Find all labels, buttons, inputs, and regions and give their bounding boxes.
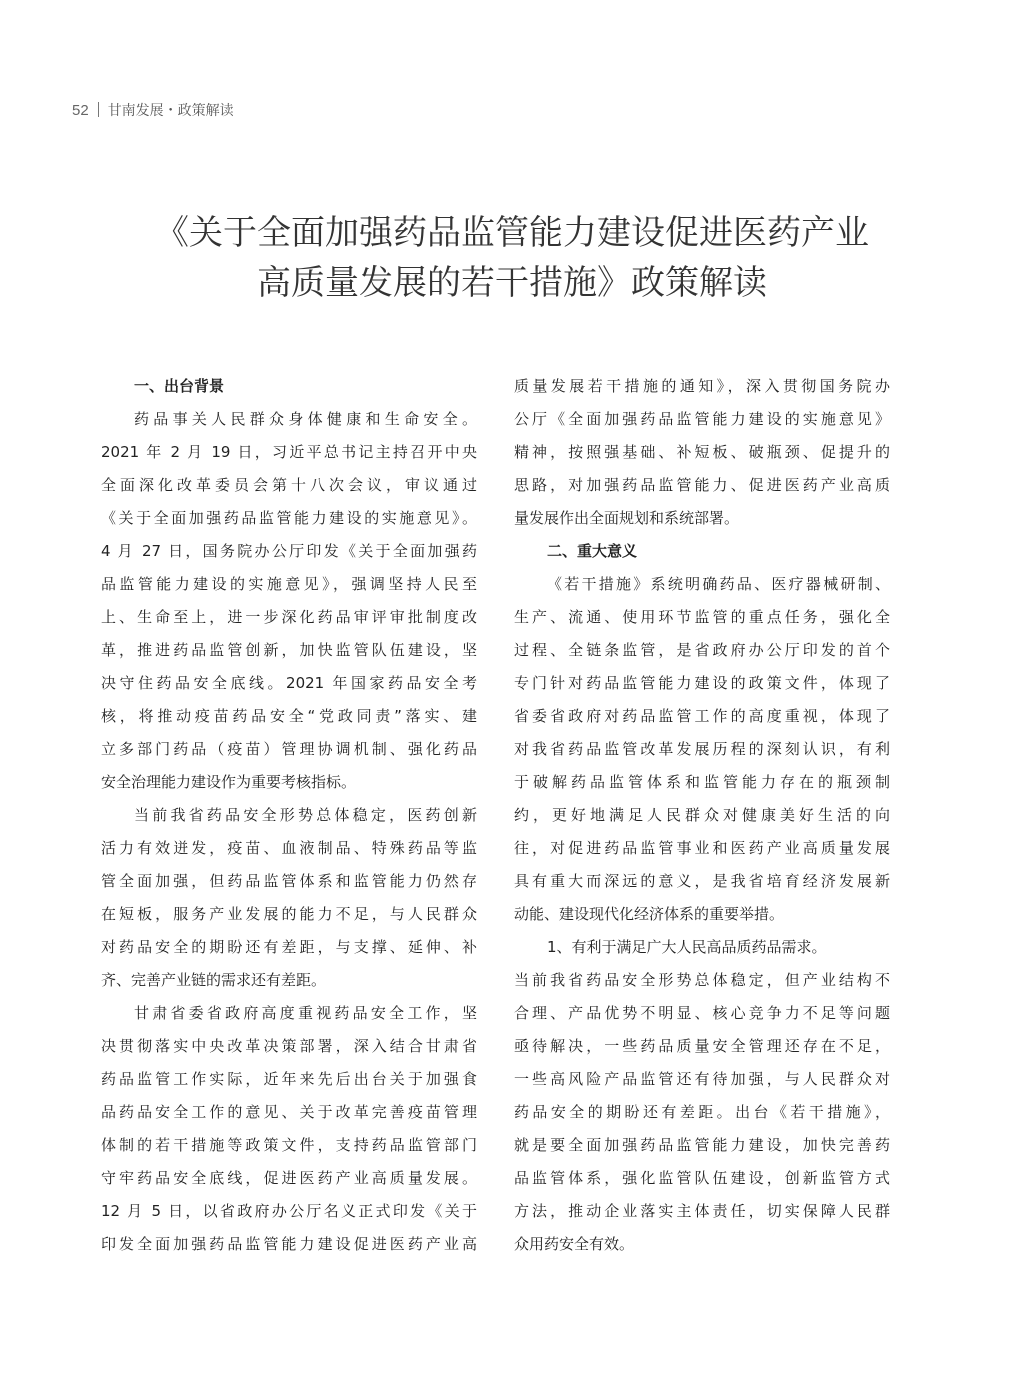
text-line: 上、生命至上，进一步深化药品审评审批制度改 — [101, 608, 477, 626]
text-line: 公厅《全面加强药品监管能力建设的实施意见》 — [514, 410, 890, 428]
header-divider — [98, 102, 99, 117]
text-line: 动能、建设现代化经济体系的重要举措。 — [514, 905, 785, 923]
text-line: 众用药安全有效。 — [514, 1235, 635, 1253]
text-line: 具有重大而深远的意义，是我省培育经济发展新 — [514, 872, 890, 890]
text-line: 核，将推动疫苗药品安全“党政同责”落实、建 — [101, 707, 477, 725]
text-line: 齐、完善产业链的需求还有差距。 — [101, 971, 327, 989]
text-line: 甘肃省委省政府高度重视药品安全工作，坚 — [134, 1004, 477, 1022]
text-line: 2021 年 2 月 19 日，习近平总书记主持召开中央 — [101, 443, 477, 461]
text-line: 药品事关人民群众身体健康和生命安全。 — [134, 410, 477, 428]
text-line: 印发全面加强药品监管能力建设促进医药产业高 — [101, 1235, 477, 1253]
text-line: 方法，推动企业落实主体责任，切实保障人民群 — [514, 1202, 890, 1220]
section-name: 甘南发展・政策解读 — [107, 103, 234, 119]
text-line: 4 月 27 日，国务院办公厅印发《关于全面加强药 — [101, 542, 477, 560]
text-line: 安全治理能力建设作为重要考核指标。 — [101, 773, 357, 791]
text-line: 药品监管工作实际，近年来先后出台关于加强食 — [101, 1070, 477, 1088]
text-line: 质量发展若干措施的通知》，深入贯彻国务院办 — [514, 377, 890, 395]
text-line: 一些高风险产品监管还有待加强，与人民群众对 — [514, 1070, 890, 1088]
text-line: 《若干措施》系统明确药品、医疗器械研制、 — [547, 575, 890, 593]
text-line: 全面深化改革委员会第十八次会议，审议通过 — [101, 476, 477, 494]
running-head — [72, 101, 234, 121]
paragraph — [101, 799, 477, 997]
text-line: 约，更好地满足人民群众对健康美好生活的向 — [514, 806, 890, 824]
text-line: 当前我省药品安全形势总体稳定，医药创新 — [134, 806, 477, 824]
text-line: 对我省药品监管改革发展历程的深刻认识，有利 — [514, 740, 890, 758]
text-line: 革，推进药品监管创新，加快监管队伍建设，坚 — [101, 641, 477, 659]
paragraph — [101, 997, 477, 1261]
article-title — [60, 208, 964, 308]
text-line: 药品安全的期盼还有差距。出台《若干措施》， — [514, 1103, 890, 1121]
page-number: 52 — [72, 102, 89, 119]
text-line: 决守住药品安全底线。2021 年国家药品安全考 — [101, 674, 477, 692]
text-line: 就是要全面加强药品监管能力建设，加快完善药 — [514, 1136, 890, 1154]
title-line-1: 《关于全面加强药品监管能力建设促进医药产业 — [155, 213, 869, 253]
paragraph — [514, 931, 890, 1261]
text-line: 生产、流通、使用环节监管的重点任务，强化全 — [514, 608, 890, 626]
text-line: 品药品安全工作的意见、关于改革完善疫苗管理 — [101, 1103, 477, 1121]
text-line: 12 月 5 日，以省政府办公厅名义正式印发《关于 — [101, 1202, 477, 1220]
text-line: 品监管体系，强化监管队伍建设，创新监管方式 — [514, 1169, 890, 1187]
text-line: 品监管能力建设的实施意见》，强调坚持人民至 — [101, 575, 477, 593]
text-line: 过程、全链条监管，是省政府办公厅印发的首个 — [514, 641, 890, 659]
text-line: 合理、产品优势不明显、核心竞争力不足等问题 — [514, 1004, 890, 1022]
text-line: 于破解药品监管体系和监管能力存在的瓶颈制 — [514, 773, 890, 791]
left-column — [101, 370, 477, 1261]
text-line: 亟待解决，一些药品质量安全管理还存在不足， — [514, 1037, 890, 1055]
text-line: 思路，对加强药品监管能力、促进医药产业高质 — [514, 476, 890, 494]
text-line: 对药品安全的期盼还有差距，与支撑、延伸、补 — [101, 938, 477, 956]
text-line: 往，对促进药品监管事业和医药产业高质量发展 — [514, 839, 890, 857]
text-line: 决贯彻落实中央改革决策部署，深入结合甘肃省 — [101, 1037, 477, 1055]
text-line: 专门针对药品监管能力建设的政策文件，体现了 — [514, 674, 890, 692]
text-line: 活力有效迸发，疫苗、血液制品、特殊药品等监 — [101, 839, 477, 857]
paragraph — [101, 403, 477, 799]
text-line: 体制的若干措施等政策文件，支持药品监管部门 — [101, 1136, 477, 1154]
text-line: 守牢药品安全底线，促进医药产业高质量发展。 — [101, 1169, 477, 1187]
section-heading-background: 一、出台背景 — [134, 377, 225, 395]
text-line: 1、有利于满足广大人民高品质药品需求。 — [547, 938, 827, 956]
text-line: 省委省政府对药品监管工作的高度重视，体现了 — [514, 707, 890, 725]
text-line: 管全面加强，但药品监管体系和监管能力仍然存 — [101, 872, 477, 890]
section-heading-significance: 二、重大意义 — [547, 542, 638, 560]
paragraph — [514, 568, 890, 931]
text-line: 立多部门药品（疫苗）管理协调机制、强化药品 — [101, 740, 477, 758]
paragraph — [514, 370, 890, 535]
text-line: 在短板，服务产业发展的能力不足，与人民群众 — [101, 905, 477, 923]
text-line: 《关于全面加强药品监管能力建设的实施意见》。 — [101, 509, 477, 527]
text-line: 精神，按照强基础、补短板、破瓶颈、促提升的 — [514, 443, 890, 461]
title-line-2: 高质量发展的若干措施》政策解读 — [257, 263, 767, 303]
text-line: 当前我省药品安全形势总体稳定，但产业结构不 — [514, 971, 890, 989]
right-column — [514, 370, 890, 1261]
text-line: 量发展作出全面规划和系统部署。 — [514, 509, 740, 527]
